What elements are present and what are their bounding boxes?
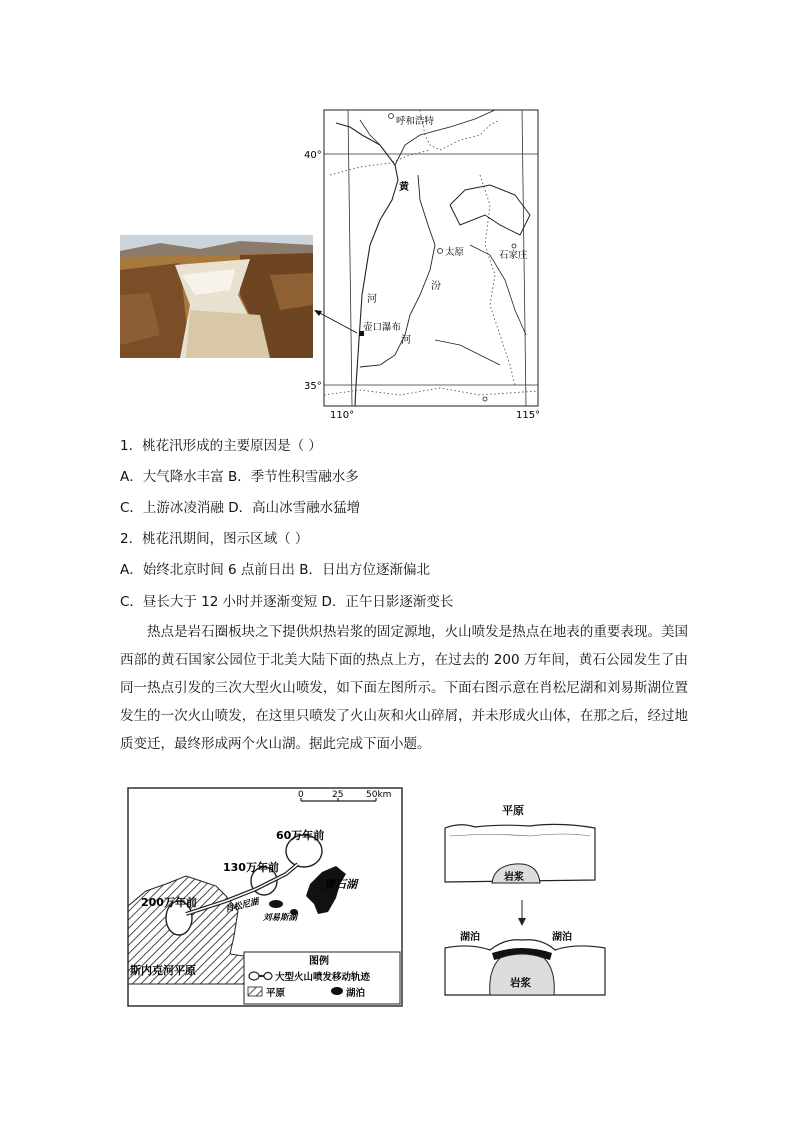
question-2-options-cd: C．昼长大于 12 小时并逐渐变短 D．正午日影逐渐变长: [120, 594, 454, 610]
label-lewis-lake: 刘易斯湖: [263, 913, 298, 923]
river-label-fen: 汾: [431, 281, 441, 292]
label-snake-river-plain: 斯内克河平原: [130, 964, 196, 977]
hukou-waterfall-photo: [120, 235, 313, 358]
city-shijiazhuang: 石家庄: [499, 250, 528, 261]
legend-track-label: 大型火山喷发移动轨迹: [275, 972, 371, 983]
river-label-he-2: 河: [401, 335, 411, 346]
lat-40-label: 40°: [304, 150, 322, 161]
top-plain-label: 平原: [502, 804, 524, 817]
river-label-huang: 黄: [399, 182, 409, 193]
shoshone-lake-shape: [269, 900, 283, 908]
city-hohhot: 呼和浩特: [396, 116, 435, 127]
lon-110-label: 110°: [330, 410, 355, 421]
lake-left-label: 湖泊: [460, 932, 480, 943]
top-magma-label: 岩浆: [504, 872, 524, 883]
shijiazhuang-city-dot: [512, 244, 516, 248]
river-label-he-1: 河: [367, 294, 377, 305]
label-60-wan: 60万年前: [276, 829, 325, 842]
label-shoshone-lake: 肖松尼湖: [224, 896, 260, 915]
lat-35-label: 35°: [304, 381, 322, 392]
label-130-wan: 130万年前: [223, 861, 279, 874]
yellowstone-hotspot-map: [126, 786, 404, 1008]
question-2-stem: 2．桃花汛期间，图示区域（ ）: [120, 531, 309, 547]
city-dot: [483, 397, 487, 401]
scale-25: 25: [332, 790, 344, 800]
question-1-options-cd: C．上游冰凌消融 D．高山冰雪融水猛增: [120, 500, 361, 516]
lake-right-label: 湖泊: [552, 932, 572, 943]
legend-plain-label: 平原: [266, 988, 286, 999]
hohhot-city-dot: [389, 114, 394, 119]
question-1-options-ab: A．大气降水丰富 B．季节性积雪融水多: [120, 469, 359, 485]
scale-50: 50km: [366, 790, 392, 800]
question-1-stem: 1．桃花汛形成的主要原因是（ ）: [120, 438, 322, 454]
caldera-cross-section: [430, 800, 615, 1000]
lon-115-label: 115°: [516, 410, 541, 421]
city-taiyuan: 太原: [445, 247, 465, 258]
waterfall-label: 壶口瀑布: [363, 322, 402, 333]
bottom-magma-label: 岩浆: [510, 977, 531, 989]
label-200-wan: 200万年前: [141, 896, 197, 909]
passage-paragraph: 热点是岩石圈板块之下提供炽热岩浆的固定源地，火山喷发是热点在地表的重要表现。美国西部的黄石国家公园位于北美大陆下面的热点上方，在过去的 200 万年间，黄石公园发生了由同一热点引发的三次大型火山喷发，如下面左图所示。下面右图示意在肖松尼湖和刘易斯湖位置发生的一次火山喷发，在这里只喷发了火山灰和火山碎屑，并未形成火山体，在那之后，经过地质变迁，最终形成两个火山湖。据此完成下面小题。: [120, 624, 688, 752]
label-yellowstone-lake: 黄石湖: [324, 878, 357, 891]
legend-lake-label: 湖泊: [346, 988, 366, 999]
taiyuan-city-dot: [438, 249, 443, 254]
question-2-options-ab: A．始终北京时间 6 点前日出 B．日出方位逐渐偏北: [120, 562, 430, 578]
scale-0: 0: [298, 790, 304, 800]
legend-title: 图例: [309, 956, 329, 967]
yellow-river-map: [300, 105, 560, 425]
